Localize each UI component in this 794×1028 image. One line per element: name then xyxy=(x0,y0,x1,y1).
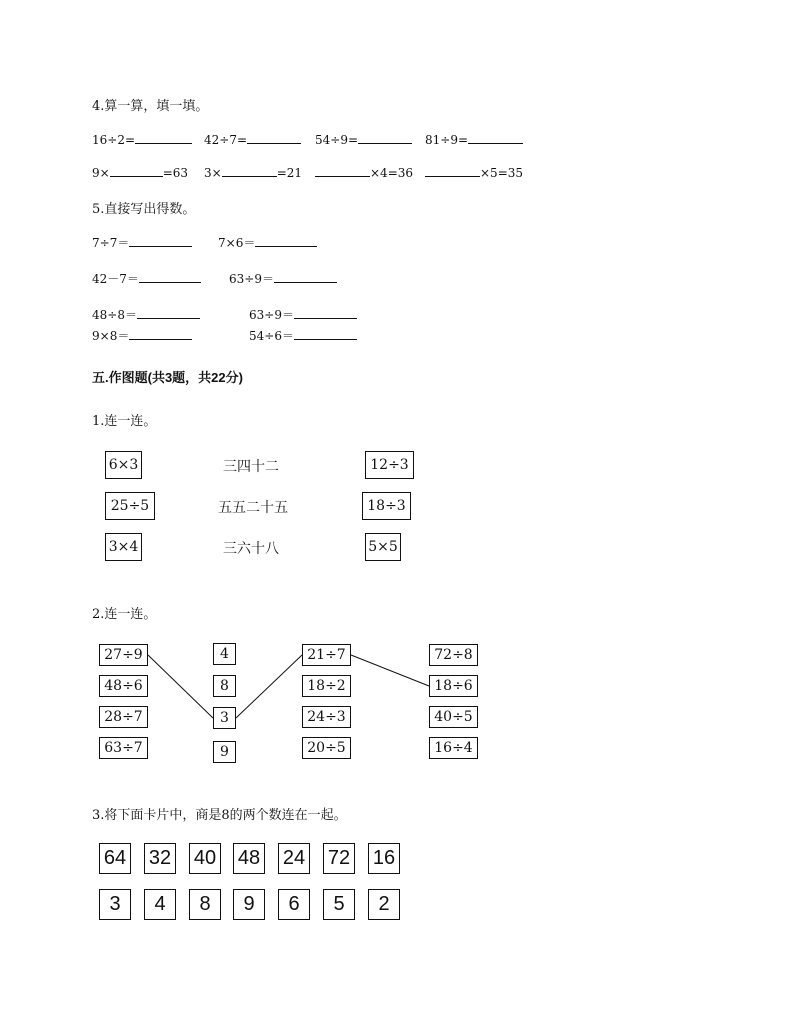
q4-expression-post: ×4=36 xyxy=(370,166,414,180)
q4-expression-post: ×5=35 xyxy=(480,166,524,180)
p3-top-card[interactable]: 24 xyxy=(278,843,310,874)
p1-right-card[interactable]: 12÷3 xyxy=(365,451,414,479)
p2-col1-card[interactable]: 63÷7 xyxy=(99,737,148,759)
q5-expression: 7×6＝ xyxy=(218,236,256,250)
q5-expression: 7÷7＝ xyxy=(92,236,130,250)
p2-col4-card[interactable]: 18÷6 xyxy=(429,675,478,697)
section-title: 五.作图题(共3题，共22分) xyxy=(92,370,243,385)
q4-expression-post: =63 xyxy=(162,166,189,180)
p2-col2-card[interactable]: 9 xyxy=(213,741,236,763)
q4-expression: 16÷2= xyxy=(92,133,136,147)
p3-bottom-card[interactable]: 3 xyxy=(99,889,131,920)
p3-top-card[interactable]: 40 xyxy=(189,843,221,874)
p2-col3-card[interactable]: 18÷2 xyxy=(302,675,351,697)
q4-expression: 54÷9= xyxy=(315,133,359,147)
p3-top-card[interactable]: 64 xyxy=(99,843,131,874)
p3-bottom-card[interactable]: 8 xyxy=(189,889,221,920)
p2-col2-card[interactable]: 3 xyxy=(213,707,236,729)
p1-left-card[interactable]: 3×4 xyxy=(105,533,142,561)
p3-top-card[interactable]: 16 xyxy=(368,843,400,874)
connection-line xyxy=(351,655,429,686)
q4-title: 4.算一算，填一填。 xyxy=(92,99,209,114)
p1-left-card[interactable]: 6×3 xyxy=(105,451,142,479)
p2-col1-card[interactable]: 48÷6 xyxy=(99,675,148,697)
p3-bottom-card[interactable]: 9 xyxy=(233,889,265,920)
q4-expression: 81÷9= xyxy=(425,133,469,147)
p3-title: 3.将下面卡片中，商是8的两个数连在一起。 xyxy=(92,808,347,823)
p2-col3-card[interactable]: 21÷7 xyxy=(302,644,351,666)
q5-expression: 63÷9＝ xyxy=(229,272,274,286)
q4-expression-pre: 9× xyxy=(92,166,110,180)
q5-expression: 63÷9＝ xyxy=(249,308,294,322)
p2-col4-card[interactable]: 40÷5 xyxy=(429,706,478,728)
p2-col1-card[interactable]: 27÷9 xyxy=(99,644,148,666)
p1-middle-label[interactable]: 三六十八 xyxy=(223,541,279,557)
p1-left-card[interactable]: 25÷5 xyxy=(105,492,155,520)
p2-col2-card[interactable]: 8 xyxy=(213,675,236,697)
p3-top-card[interactable]: 32 xyxy=(144,843,176,874)
p1-right-card[interactable]: 5×5 xyxy=(365,533,401,561)
p2-title: 2.连一连。 xyxy=(92,607,157,622)
p1-middle-label[interactable]: 三四十二 xyxy=(223,459,279,475)
q5-expression: 48÷8＝ xyxy=(92,308,137,322)
p2-col4-card[interactable]: 16÷4 xyxy=(429,737,478,759)
q4-expression-pre: 3× xyxy=(204,166,222,180)
p2-col3-card[interactable]: 20÷5 xyxy=(302,737,351,759)
connection-line xyxy=(148,655,213,718)
p2-col3-card[interactable]: 24÷3 xyxy=(302,706,351,728)
p1-title: 1.连一连。 xyxy=(92,414,157,429)
p2-col2-card[interactable]: 4 xyxy=(213,643,236,665)
p1-right-card[interactable]: 18÷3 xyxy=(362,492,411,520)
p3-top-card[interactable]: 48 xyxy=(233,843,265,874)
p1-middle-label[interactable]: 五五二十五 xyxy=(218,500,288,516)
q4-expression-post: =21 xyxy=(276,166,303,180)
connection-line xyxy=(236,655,302,718)
q4-expression: 42÷7= xyxy=(204,133,248,147)
p3-top-card[interactable]: 72 xyxy=(323,843,355,874)
p3-bottom-card[interactable]: 2 xyxy=(368,889,400,920)
p3-bottom-card[interactable]: 5 xyxy=(323,889,355,920)
p2-col4-card[interactable]: 72÷8 xyxy=(429,644,478,666)
q5-expression: 42－7＝ xyxy=(92,272,139,286)
p3-bottom-card[interactable]: 6 xyxy=(278,889,310,920)
p2-col1-card[interactable]: 28÷7 xyxy=(99,706,148,728)
q5-expression: 9×8＝ xyxy=(92,329,130,343)
p3-bottom-card[interactable]: 4 xyxy=(144,889,176,920)
q5-title: 5.直接写出得数。 xyxy=(92,202,196,217)
q5-expression: 54÷6＝ xyxy=(249,329,294,343)
